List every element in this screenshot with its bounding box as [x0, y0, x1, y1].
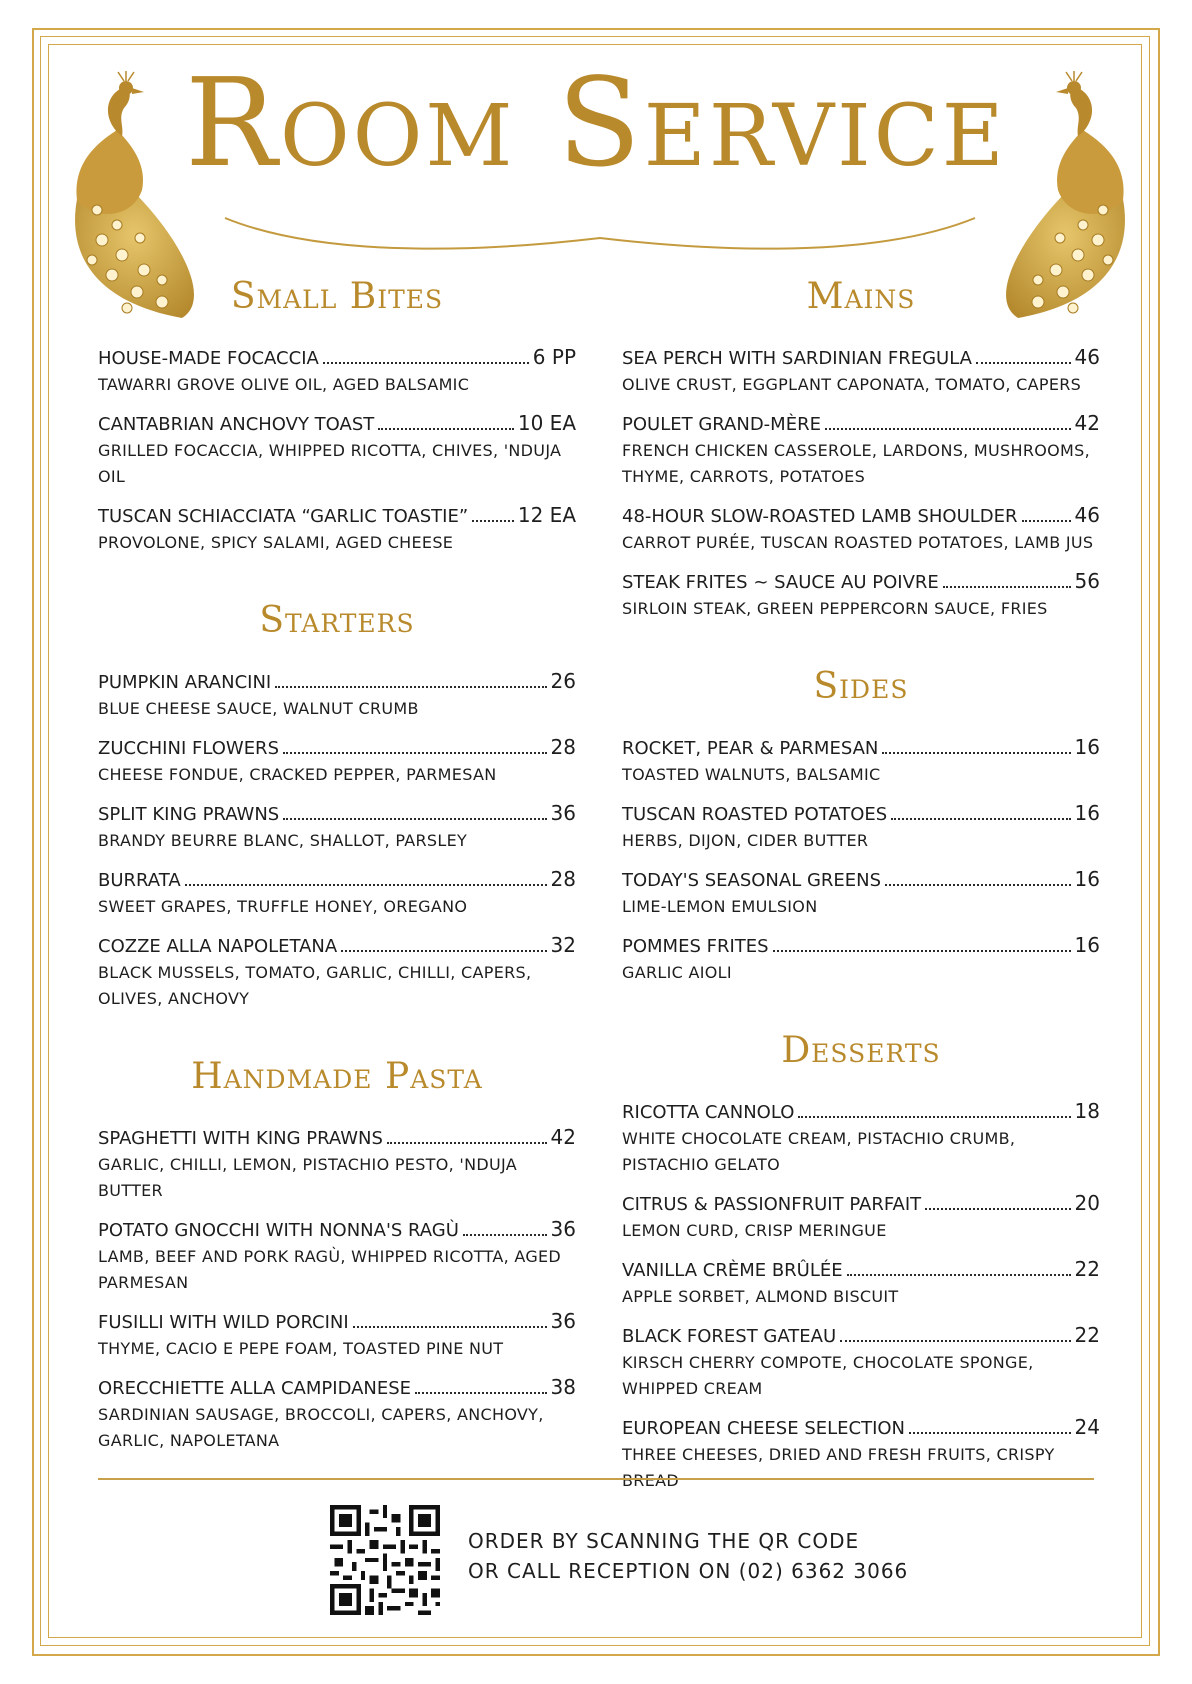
menu-item-price: 22	[1074, 1323, 1100, 1347]
menu-item-name: HOUSE-MADE FOCACCIA	[98, 348, 319, 369]
menu-item-price: 18	[1074, 1099, 1100, 1123]
menu-item-name: STEAK FRITES ~ SAUCE AU POIVRE	[622, 572, 939, 593]
menu-item	[98, 1216, 576, 1296]
menu-item	[98, 800, 576, 854]
menu-item-description: BRANDY BEURRE BLANC, SHALLOT, PARSLEY	[98, 831, 468, 850]
menu-item-price: 22	[1074, 1257, 1100, 1281]
menu-item-name: CITRUS & PASSIONFRUIT PARFAIT	[622, 1194, 922, 1215]
menu-item	[622, 800, 1100, 854]
menu-item-description: KIRSCH CHERRY COMPOTE, CHOCOLATE SPONGE, WHIPPED CREAM	[622, 1353, 1034, 1398]
menu-item-line	[98, 734, 576, 762]
menu-item	[622, 1098, 1100, 1178]
menu-item-description: CHEESE FONDUE, CRACKED PEPPER, PARMESAN	[98, 765, 497, 784]
menu-item-name: RICOTTA CANNOLO	[622, 1102, 795, 1123]
dot-leader	[283, 818, 546, 820]
menu-item-price: 12 EA	[517, 503, 576, 527]
menu-list	[622, 344, 1100, 622]
menu-item-price: 24	[1074, 1415, 1100, 1439]
dot-leader	[825, 428, 1071, 430]
menu-item-name: BURRATA	[98, 870, 181, 891]
menu-item-price: 16	[1074, 867, 1100, 891]
menu-item-description: FRENCH CHICKEN CASSEROLE, LARDONS, MUSHROOMS, THYME, CARROTS, POTATOES	[622, 441, 1090, 486]
menu-list	[98, 668, 576, 1012]
menu-item-line	[622, 1256, 1100, 1284]
section-title: Handmade Pasta	[191, 1056, 483, 1097]
menu-item-name: POTATO GNOCCHI WITH NONNA'S RAGÙ	[98, 1220, 459, 1241]
menu-item-line	[622, 568, 1100, 596]
dot-leader	[943, 586, 1071, 588]
section-title: Sides	[813, 666, 909, 707]
menu-item	[98, 734, 576, 788]
menu-item-line	[622, 344, 1100, 372]
menu-item-line	[622, 1414, 1100, 1442]
menu-item	[98, 1374, 576, 1454]
footer-line-2: OR CALL RECEPTION ON (02) 6362 3066	[468, 1559, 909, 1583]
menu-item-price: 46	[1074, 345, 1100, 369]
dot-leader	[885, 884, 1071, 886]
menu-item	[98, 410, 576, 490]
menu-item	[622, 734, 1100, 788]
menu-item-price: 20	[1074, 1191, 1100, 1215]
menu-item-name: ORECCHIETTE ALLA CAMPIDANESE	[98, 1378, 412, 1399]
section-mains	[622, 272, 1100, 622]
dot-leader	[275, 686, 546, 688]
dot-leader	[323, 362, 529, 364]
menu-item-line	[98, 932, 576, 960]
left-column	[98, 272, 576, 1494]
menu-item-description: LIME-LEMON EMULSION	[622, 897, 818, 916]
dot-leader	[463, 1234, 547, 1236]
menu-item-price: 46	[1074, 503, 1100, 527]
section-title: Mains	[806, 276, 916, 317]
menu-item-price: 16	[1074, 735, 1100, 759]
menu-item-description: BLACK MUSSELS, TOMATO, GARLIC, CHILLI, CAPERS, OLIVES, ANCHOVY	[98, 963, 532, 1008]
menu-item-name: ROCKET, PEAR & PARMESAN	[622, 738, 879, 759]
menu-item-line	[622, 1322, 1100, 1350]
menu-item-description: TOASTED WALNUTS, BALSAMIC	[622, 765, 881, 784]
menu-item-description: TAWARRI GROVE OLIVE OIL, AGED BALSAMIC	[98, 375, 470, 394]
menu-item-price: 32	[550, 933, 576, 957]
menu-item-price: 42	[550, 1125, 576, 1149]
menu-item	[98, 866, 576, 920]
menu-item-description: APPLE SORBET, ALMOND BISCUIT	[622, 1287, 899, 1306]
menu-item-description: CARROT PURÉE, TUSCAN ROASTED POTATOES, LAMB JUS	[622, 533, 1094, 552]
dot-leader	[891, 818, 1070, 820]
menu-item-price: 56	[1074, 569, 1100, 593]
menu-item-line	[98, 1216, 576, 1244]
menu-item-name: TODAY'S SEASONAL GREENS	[622, 870, 882, 891]
dot-leader	[925, 1208, 1070, 1210]
qr-code-icon[interactable]	[330, 1505, 440, 1615]
menu-item	[622, 932, 1100, 986]
menu-item-line	[622, 1098, 1100, 1126]
dot-leader	[847, 1274, 1071, 1276]
menu-item-line	[98, 1308, 576, 1336]
menu-list	[98, 344, 576, 556]
menu-item-line	[622, 410, 1100, 438]
title-flourish	[215, 208, 985, 268]
menu-item	[622, 1322, 1100, 1402]
menu-list	[622, 1098, 1100, 1494]
dot-leader	[378, 428, 514, 430]
menu-item	[98, 668, 576, 722]
menu-item	[622, 410, 1100, 490]
menu-item-name: PUMPKIN ARANCINI	[98, 672, 272, 693]
menu-item	[622, 1190, 1100, 1244]
section-title: Small Bites	[230, 276, 444, 317]
dot-leader	[472, 520, 514, 522]
menu-item-price: 36	[550, 801, 576, 825]
menu-item-description: HERBS, DIJON, CIDER BUTTER	[622, 831, 869, 850]
menu-item-description: LEMON CURD, CRISP MERINGUE	[622, 1221, 887, 1240]
menu-item-name: COZZE ALLA NAPOLETANA	[98, 936, 338, 957]
dot-leader	[341, 950, 546, 952]
menu-item	[98, 344, 576, 398]
menu-item-line	[98, 668, 576, 696]
menu-item-name: POULET GRAND-MÈRE	[622, 414, 821, 435]
menu-item-line	[98, 1124, 576, 1152]
menu-list	[98, 1124, 576, 1454]
menu-item-line	[622, 1190, 1100, 1218]
right-column	[622, 272, 1100, 1534]
menu-item-line	[622, 734, 1100, 762]
section-title: Starters	[259, 600, 415, 641]
menu-list	[622, 734, 1100, 986]
menu-item-price: 36	[550, 1217, 576, 1241]
menu-item	[622, 502, 1100, 556]
menu-item-line	[98, 344, 576, 372]
dot-leader	[773, 950, 1071, 952]
dot-leader	[840, 1340, 1070, 1342]
menu-item-description: OLIVE CRUST, EGGPLANT CAPONATA, TOMATO, CAPERS	[622, 375, 1082, 394]
dot-leader	[353, 1326, 547, 1328]
menu-item	[622, 344, 1100, 398]
menu-item	[622, 1256, 1100, 1310]
menu-item-description: THYME, CACIO E PEPE FOAM, TOASTED PINE NUT	[98, 1339, 504, 1358]
menu-item-description: SWEET GRAPES, TRUFFLE HONEY, OREGANO	[98, 897, 468, 916]
dot-leader	[1022, 520, 1071, 522]
section-starters	[98, 596, 576, 1012]
menu-item-description: LAMB, BEEF AND PORK RAGÙ, WHIPPED RICOTTA, AGED PARMESAN	[98, 1247, 562, 1292]
menu-item-price: 42	[1074, 411, 1100, 435]
menu-item-name: BLACK FOREST GATEAU	[622, 1326, 837, 1347]
menu-item-price: 28	[550, 735, 576, 759]
menu-item-price: 26	[550, 669, 576, 693]
menu-item-description: WHITE CHOCOLATE CREAM, PISTACHIO CRUMB, PISTACHIO GELATO	[622, 1129, 1016, 1174]
menu-item-name: SEA PERCH WITH SARDINIAN FREGULA	[622, 348, 972, 369]
menu-item	[98, 932, 576, 1012]
menu-item-line	[622, 502, 1100, 530]
menu-item-description: GARLIC, CHILLI, LEMON, PISTACHIO PESTO, 'NDUJA BUTTER	[98, 1155, 517, 1200]
menu-item-price: 36	[550, 1309, 576, 1333]
dot-leader	[909, 1432, 1071, 1434]
menu-item-line	[98, 800, 576, 828]
menu-item-name: VANILLA CRÈME BRÛLÉE	[622, 1260, 843, 1281]
menu-item-name: POMMES FRITES	[622, 936, 769, 957]
dot-leader	[798, 1116, 1070, 1118]
menu-item	[98, 1308, 576, 1362]
menu-item-price: 6 PP	[532, 345, 576, 369]
menu-item	[622, 1414, 1100, 1494]
menu-item-price: 38	[550, 1375, 576, 1399]
menu-item-line	[622, 932, 1100, 960]
menu-item-name: EUROPEAN CHEESE SELECTION	[622, 1418, 906, 1439]
menu-item-line	[622, 800, 1100, 828]
menu-item-description: THREE CHEESES, DRIED AND FRESH FRUITS, CRISPY BREAD	[622, 1445, 1055, 1490]
dot-leader	[415, 1392, 546, 1394]
menu-item-name: ZUCCHINI FLOWERS	[98, 738, 279, 759]
menu-item-price: 28	[550, 867, 576, 891]
menu-item-name: SPAGHETTI WITH KING PRAWNS	[98, 1128, 383, 1149]
menu-item-description: GARLIC AIOLI	[622, 963, 732, 982]
menu-item-line	[98, 502, 576, 530]
section-sides	[622, 662, 1100, 986]
menu-item-name: TUSCAN ROASTED POTATOES	[622, 804, 888, 825]
menu-item-name: FUSILLI WITH WILD PORCINI	[98, 1312, 349, 1333]
menu-item	[98, 502, 576, 556]
dot-leader	[882, 752, 1070, 754]
section-small-bites	[98, 272, 576, 556]
menu-item	[622, 866, 1100, 920]
menu-item-name: TUSCAN SCHIACCIATA “GARLIC TOASTIE”	[98, 506, 469, 527]
section-desserts	[622, 1026, 1100, 1494]
section-title: Desserts	[781, 1030, 941, 1071]
footer-divider	[98, 1478, 1094, 1480]
section-pasta	[98, 1052, 576, 1454]
dot-leader	[976, 362, 1071, 364]
menu-item-line	[98, 1374, 576, 1402]
dot-leader	[387, 1142, 547, 1144]
menu-item-name: CANTABRIAN ANCHOVY TOAST	[98, 414, 375, 435]
menu-item-line	[98, 410, 576, 438]
dot-leader	[185, 884, 547, 886]
menu-item-name: SPLIT KING PRAWNS	[98, 804, 280, 825]
menu-item-line	[98, 866, 576, 894]
menu-item-description: PROVOLONE, SPICY SALAMI, AGED CHEESE	[98, 533, 454, 552]
menu-item-price: 10 EA	[517, 411, 576, 435]
menu-item	[98, 1124, 576, 1204]
menu-item-description: BLUE CHEESE SAUCE, WALNUT CRUMB	[98, 699, 419, 718]
menu-item-description: SARDINIAN SAUSAGE, BROCCOLI, CAPERS, ANCHOVY, GARLIC, NAPOLETANA	[98, 1405, 544, 1450]
dot-leader	[283, 752, 547, 754]
footer-line-1: ORDER BY SCANNING THE QR CODE	[468, 1529, 860, 1553]
menu-item-price: 16	[1074, 801, 1100, 825]
menu-item-name: 48-HOUR SLOW-ROASTED LAMB SHOULDER	[622, 506, 1018, 527]
page-title: Room Service	[185, 52, 1007, 194]
footer-order-info	[468, 1526, 908, 1586]
menu-item	[622, 568, 1100, 622]
menu-item-price: 16	[1074, 933, 1100, 957]
menu-item-description: SIRLOIN STEAK, GREEN PEPPERCORN SAUCE, FRIES	[622, 599, 1048, 618]
menu-item-line	[622, 866, 1100, 894]
menu-item-description: GRILLED FOCACCIA, WHIPPED RICOTTA, CHIVES, 'NDUJA OIL	[98, 441, 562, 486]
